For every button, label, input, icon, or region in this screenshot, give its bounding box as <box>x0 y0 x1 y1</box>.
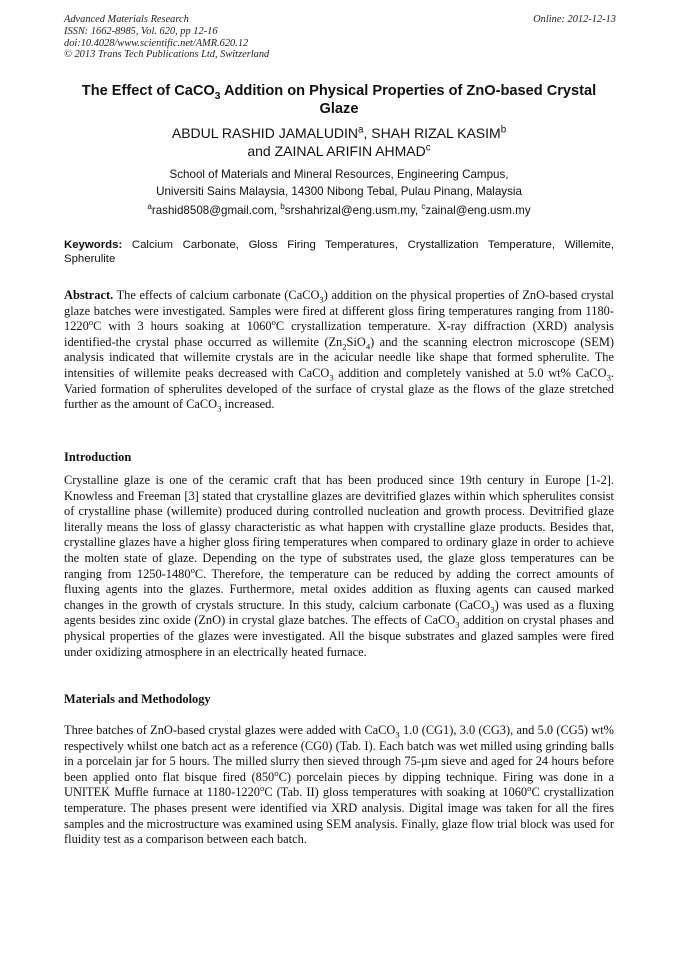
author-list: ABDUL RASHID JAMALUDIN$^a$, SHAH RIZAL KASIM$^b$ and ZAINAL ARIFIN AHMAD$^c$ <box>171 124 507 159</box>
methods-text: Three batches of ZnO-based crystal glazes were added with CaCO$_3$ 1.0 (CG1), 3.0 (CG3), and 5.0 (CG5) wt% respectively whilst one batch act as a reference (CG0) (Tab. I). Each batch was wet milled using grinding balls in a porcelain jar for 5 hours. The milled slurry then sieved through 75-µm sieve and aged for 24 hours before been applied onto flat bisque fired (850$^o$C) porcelain pieces by dipping technique. Firing was done in a UNITEK Muffle furnace at 1180-1220$^o$C (Tab. II) gloss temperatures with soaking at 1060$^o$C crystallization temperature. The phases present were identified via XRD analysis. Digital image was taken for all the fires samples and the microstructure was examined using SEM analysis. Finally, glaze flow trial block was used for fluidity test as a comparison between each batch. <box>64 723 614 847</box>
doi-line: doi:10.4028/www.scientific.net/AMR.620.12 <box>64 37 249 49</box>
copyright-line: © 2013 Trans Tech Publications Ltd, Switzerland <box>64 49 270 61</box>
online-date: Online: 2012-12-13 <box>533 14 616 25</box>
affiliation: School of Materials and Mineral Resources, Engineering Campus, Universiti Sains Malaysia, 14300 Nibong Tebal, Pulau Pinang, Malaysia <box>156 168 522 198</box>
methods-heading: Materials and Methodology <box>64 692 211 706</box>
journal-header <box>64 14 616 61</box>
author-emails: $^a$rashid8508@gmail.com, $^b$srshahrizal@eng.usm.my, $^c$zainal@eng.usm.my <box>147 202 531 217</box>
abstract: Abstract. The effects of calcium carbonate (CaCO$_3$) addition on the physical properties of ZnO-based crystal glaze batches were investigated. Samples were fired at different gloss firing temperatures ranging from 1180-1220$^o$C with 3 hours soaking at 1060$^o$C crystallization temperature. X-ray diffraction (XRD) analysis identified-the crystal phase occurred as willemite $(Zn_2SiO_4)$ and the scanning electron microscope (SEM) analysis indicated that willemite crystals are in the acicular needle like shape that formed spherulite. The intensities of willemite peaks decreased with CaCO$_3$ addition and completely vanished at 5.0 wt% CaCO$_3$. Varied formation of spherulites developed of the surface of crystal glaze as the flows of the glaze stretched further as the amount of CaCO$_3$ increased. <box>64 288 615 414</box>
keywords: Keywords: Calcium Carbonate, Gloss Firing Temperatures, Crystallization Temperature, Willemite, Spherulite <box>64 239 614 265</box>
introduction-heading: Introduction <box>64 450 132 464</box>
issn-line: ISSN: 1662-8985, Vol. 620, pp 12-16 <box>64 25 218 37</box>
paper-title: The Effect of CaCO$_3$ Addition on Physical Properties of ZnO-based Crystal Glaze <box>81 83 597 117</box>
journal-name: Advanced Materials Research <box>64 14 189 25</box>
introduction-text: Crystalline glaze is one of the ceramic craft that has been produced since 19th century in Europe [1-2]. Knowless and Freeman [3] stated that crystalline glazes are devitrified glazes within which spherulites consist of crystalline phase (willemite) produced during controlled nucleation and growth process. Devitrified glaze literally means the loss of glassy characteristic as what happen with crystalline glaze products. Besides that, crystalline glazes have a higher gloss firing temperatures when compared to ordinary glaze in order to achieve the molten state of glaze. Depending on the type of substrates used, the glaze gloss temperatures can be ranging from 1250-1480$^o$C. Therefore, the temperature can be reduced by adding the correct amounts of fluxing agents into the glazes. Furthermore, metal oxides addition as fluxing agents can caused marked changes in the growth of crystals structure. In this study, calcium carbonate (CaCO$_3$) was used as a fluxing agents besides zinc oxide (ZnO) in crystal glaze batches. The effects of CaCO$_3$ addition on crystal phases and physical properties of the glazes were investigated. All the bisque substrates and glazed samples were fired under oxidizing atmosphere in an electrically heated furnace. <box>64 473 614 659</box>
